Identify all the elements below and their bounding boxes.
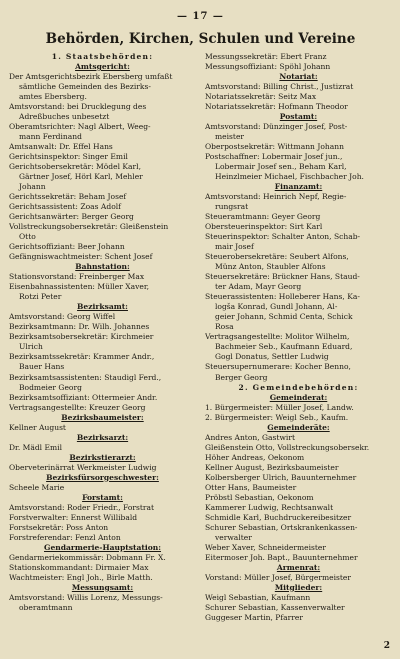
entry-line: Bezirksamtsobersekretär: Kirchmeier [9,332,154,342]
office-heading: Armenrat: [276,562,321,572]
entry-line: Bachmeier Seb., Kaufmann Eduard, [215,342,353,352]
entry-line: Der Amtsgerichtsbezirk Ebersberg umfaßt [9,72,173,82]
entry-line: Steuerassistenten: Holleberer Hans, Ka- [205,292,360,302]
entry-line: Lobermair Josef sen., Beham Karl, [215,162,347,172]
entry-line: Gerichtsinspektor: Singer Emil [9,152,128,162]
office-heading: Bezirkstierarzt: [69,452,136,462]
entry-line: Gerichtssekretär: Beham Josef [9,192,127,202]
office-heading: Forstamt: [82,492,123,502]
entry-line: Postschaffner: Lobermair Josef jun., [205,152,343,162]
entry-line: Bezirksamtmann: Dr. Wilh. Johannes [9,322,150,332]
office-heading: Messungsamt: [71,582,134,592]
entry-line: Amtsvorstand: Georg Wiffel [9,312,116,322]
entry-line: Kammerer Ludwig, Rechtsanwalt [205,502,334,512]
entry-line: Schurer Sebastian, Ortskrankenkassen- [205,522,358,532]
entry-line: Steuerinspektor: Schalter Anton, Schab- [205,232,361,242]
entry-line: Scheele Marie [9,482,65,492]
entry-line: rungsrat [215,202,249,212]
entry-line: Amtsvorstand: Heinrich Nepf, Regie- [205,192,347,202]
entry-line: Kellner August, Bezirksbaumeister [205,462,339,472]
entry-line: Obersteuerinspektor: Sirt Karl [205,222,323,232]
entry-line: Gerichtsobersekretär: Mödel Karl, [9,162,141,172]
entry-line: amtes Ebersberg. [19,92,87,102]
entry-line: Otto [19,232,36,242]
entry-line: Vertragsangestellte: Kreuzer Georg [9,402,146,412]
entry-line: Forstverwalter: Ennerst Willibald [9,512,138,522]
columns [9,52,392,623]
entry-line: Forstreferendar: Fenzl Anton [9,532,121,542]
right-column [205,52,392,623]
office-heading: Bezirksbaumeister: [61,412,144,422]
entry-line: Steuersekretäre: Brückner Hans, Staud- [205,272,360,282]
entry-line: Amtsvorstand: Dünzinger Josef, Post- [205,122,348,132]
office-heading: Bezirksamt: [77,302,128,312]
entry-line: Pröbstl Sebastian, Oekonom [205,492,314,502]
entry-line: Oberveterinärrat Werkmeister Ludwig [9,462,157,472]
entry-line: Forstsekretär: Poss Anton [9,522,109,532]
entry-line: Gärtner Josef, Hörl Karl, Mehler [19,172,143,182]
entry-line: Schmidle Karl, Buchdruckereibesitzer [205,512,352,522]
entry-line: sämtliche Gemeinden des Bezirks- [19,82,151,92]
entry-line: 2. Bürgermeister: Weigl Seb., Kaufm. [205,412,349,422]
entry-line: Notariatssekretär: Seitz Max [205,92,317,102]
office-heading: Notariat: [279,72,318,82]
office-heading: Finanzamt: [274,182,323,192]
entry-line: Heinzlmeier Michael, Fischbacher Joh. [215,172,364,182]
entry-line: Bezirksamtssekretär: Krammer Andr., [9,352,155,362]
entry-line: ter Adam, Mayr Georg [215,282,302,292]
entry-line: Otter Hans, Baumeister [205,482,297,492]
office-heading: Gemeinderat: [269,392,328,402]
entry-line: Bauer Hans [19,362,65,372]
entry-line: Weber Xaver, Schneidermeister [205,542,327,552]
entry-line: Steuerobersekretäre: Seubert Alfons, [205,252,349,262]
footer-mark: 2 [383,641,390,651]
entry-line: Eisenbahnassistenten: Müller Xaver, [9,282,150,292]
entry-line: Vertragsangestellte: Molitor Wilhelm, [205,332,350,342]
office-heading: Gendarmerie-Hauptstation: [44,542,161,552]
entry-line: Gerichtsanwärter: Berger Georg [9,212,134,222]
entry-line: Gendarmeriekommissär: Dobmann Fr. X. [9,552,166,562]
entry-line: Vorstand: Müller Josef, Bürgermeister [205,572,351,582]
entry-line: Bezirksamtsoffiziant: Ottermeier Andr. [9,392,158,402]
entry-line: Gefängniswachtmeister: Schent Josef [9,252,153,262]
office-heading: Mitglieder: [274,582,323,592]
office-heading: Bezirksfürsorgeschwester: [46,472,159,482]
entry-line: Steueramtmann: Geyer Georg [205,212,321,222]
entry-line: verwalter [215,532,252,542]
office-heading: Bezirksarzt: [76,432,129,442]
entry-line: Wachtmeister: Engl Joh., Birle Matth. [9,572,153,582]
entry-line: Oberpostsekretär: Wittmann Johann [205,142,344,152]
entry-line: Bezirksamtsassistenten: Staudigl Ferd., [9,372,162,382]
entry-line: Rosa [215,322,234,332]
entry-line: Weigl Sebastian, Kaufmann [205,592,311,602]
entry-line: mann Ferdinand [19,132,82,142]
entry-line: Gerichtsassistent: Zoas Adolf [9,202,121,212]
entry-line: Dr. Mädl Emil [9,442,62,452]
entry-line: logša Konrad, Gundl Johann, Al- [215,302,338,312]
office-heading: Amtsgericht: [75,62,130,72]
entry-line: Eitermoser Joh. Bapt., Bauunternehmer [205,552,358,562]
entry-line: Stationsvorstand: Freinberger Max [9,272,145,282]
entry-line: Vollstreckungsobersekretär: Gleißenstein [9,222,169,232]
entry-line: Kellner August [9,422,66,432]
entry-line: Amtsvorstand: Roder Friedr., Forstrat [9,502,155,512]
left-column [9,52,196,623]
entry-line: meister [215,132,245,142]
entry-line: Kolbersberger Ulrich, Bauunternehmer [205,472,357,482]
entry-line: Steuersupernumerare: Kocher Benno, [205,362,351,372]
entry-line: Münz Anton, Staubler Alfons [215,262,326,272]
entry-line: Messungsoffiziant: Spöhl Johann [205,62,331,72]
entry-line: Notariatssekretär: Hofmann Theodor [205,102,348,112]
entry-line: Messungssekretär: Ebert Franz [205,52,327,61]
entry-line: Amtsvorstand: bei Drucklegung des [9,102,147,112]
entry-line: Gerichtsoffiziant: Beer Johann [9,242,125,252]
entry-line: Oberamtsrichter: Nagl Albert, Weeg- [9,122,151,132]
entry-line: Amtsanwalt: Dr. Effel Hans [9,142,113,152]
entry-line: Bodmeier Georg [19,382,82,392]
entry-line: Rotzi Peter [19,292,62,302]
entry-line: 1. Bürgermeister: Müller Josef, Landw. [205,402,354,412]
entry-line: Amtsvorstand: Billing Christ., Justizrat [205,82,354,92]
page-title: Behörden, Kirchen, Schulen und Vereine [45,31,356,47]
entry-line: Gogl Donatus, Settler Ludwig [215,352,329,362]
section-heading: 2. Gemeindebehörden: [238,382,359,392]
entry-line: mair Josef [215,242,254,252]
entry-line: Johann [19,182,46,192]
entry-line: Stationskommandant: Dirmaier Max [9,562,149,572]
entry-line: oberamtmann [19,602,73,612]
office-heading: Gemeinderäte: [267,422,330,432]
page-number: — 17 — [177,11,224,22]
office-heading: Postamt: [279,112,318,122]
entry-line: Höher Andreas, Oekonom [205,452,305,462]
entry-line: Guggeser Martin, Pfarrer [205,612,303,622]
entry-line: Ulrich [19,342,43,352]
section-heading: 1. Staatsbehörden: [51,52,154,61]
entry-line: Gleißenstein Otto, Vollstreckungsobersekr. [205,442,370,452]
office-heading: Bahnstation: [75,262,130,272]
entry-line: Andres Anton, Gastwirt [205,432,295,442]
entry-line: Berger Georg [215,372,268,382]
entry-line: Schurer Sebastian, Kassenverwalter [205,602,345,612]
entry-line: geier Johann, Schmid Centa, Schick [215,312,353,322]
entry-line: Adreßbuches unbesetzt [19,112,110,122]
entry-line: Amtsvorstand: Willis Lorenz, Messungs- [9,592,163,602]
